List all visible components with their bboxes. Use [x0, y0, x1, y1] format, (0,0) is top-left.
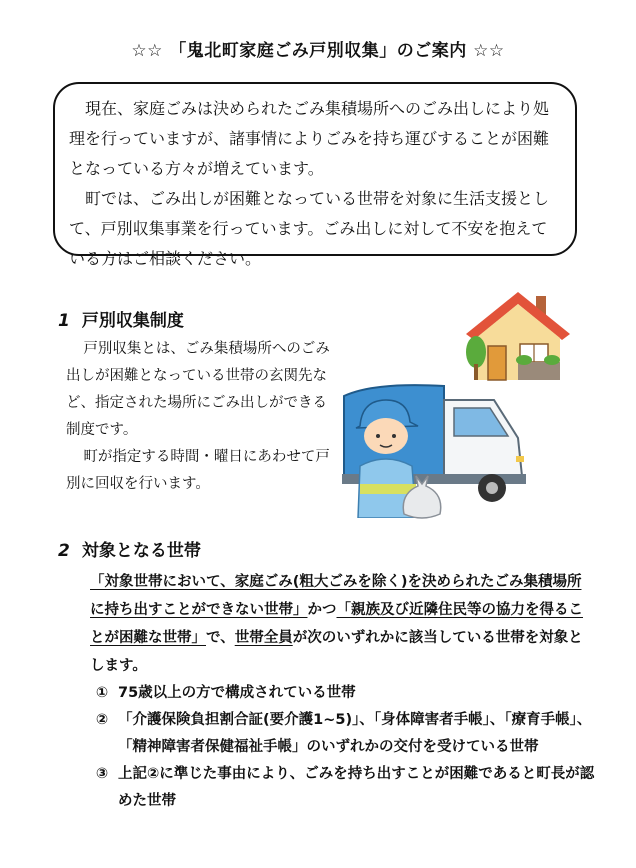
condition-2: 「親族及び近隣住民等の協力を得ることが困難な世帯」 [90, 602, 583, 646]
list-item-text: 上記②に準じた事由により、ごみを持ち出すことが困難であると町長が認めた世帯 [118, 766, 595, 809]
section2-number: 2 [58, 541, 70, 561]
section2-heading [58, 536, 201, 561]
section1-paragraph-1: 戸別収集とは、ごみ集積場所へのごみ出しが困難となっている世帯の玄関先など、指定された場所にごみ出しができる制度です。 [66, 341, 330, 438]
list-item-mark: ③ [95, 766, 109, 782]
all-members-text: 世帯全員 [234, 630, 293, 646]
conjunction-text: かつ [307, 602, 337, 618]
page-title: ☆☆ 「鬼北町家庭ごみ戸別収集」のご案内 ☆☆ [131, 41, 505, 61]
list-item-mark: ① [95, 685, 109, 701]
house-icon [462, 290, 574, 388]
intro-box [53, 82, 577, 268]
connector-text: で、 [206, 630, 235, 646]
section1-body [66, 336, 336, 498]
list-item [86, 761, 606, 815]
section1-heading-text: 戸別収集制度 [81, 311, 184, 331]
section2-heading-text: 対象となる世帯 [81, 541, 201, 561]
list-item [86, 707, 606, 761]
criteria-list [86, 680, 606, 815]
section1-heading [58, 306, 184, 331]
section2-body [90, 568, 590, 680]
target-description: が次のいずれかに該当している世帯を対象とします。 [90, 630, 583, 674]
section1-number: 1 [58, 311, 70, 331]
list-item [86, 680, 606, 707]
intro-paragraph-2: 町では、ごみ出しが困難となっている世帯を対象に生活支援として、戸別収集事業を行っています。ごみ出しに対して不安を抱えている方はご相談ください。 [69, 189, 550, 268]
list-item-mark: ② [95, 712, 109, 728]
garbage-bag-icon [396, 470, 448, 522]
section1-paragraph-2: 町が指定する時間・曜日にあわせて戸別に回収を行います。 [66, 449, 330, 492]
intro-paragraph-1: 現在、家庭ごみは決められたごみ集積場所へのごみ出しにより処理を行っていますが、諸事情によりごみを持ち運びすることが困難となっている方々が増えています。 [69, 99, 550, 178]
list-item-text: 75歳以上の方で構成されている世帯 [118, 685, 356, 701]
list-item-text: 「介護保険負担割合証(要介護1~5)」、「身体障害者手帳」、「療育手帳」、「精神障害者保健福祉手帳」のいずれかの交付を受けている世帯 [118, 712, 592, 755]
condition-1: 「対象世帯において、家庭ごみ(粗大ごみを除く)を決められたごみ集積場所に持ち出すことができない世帯」 [90, 574, 582, 618]
